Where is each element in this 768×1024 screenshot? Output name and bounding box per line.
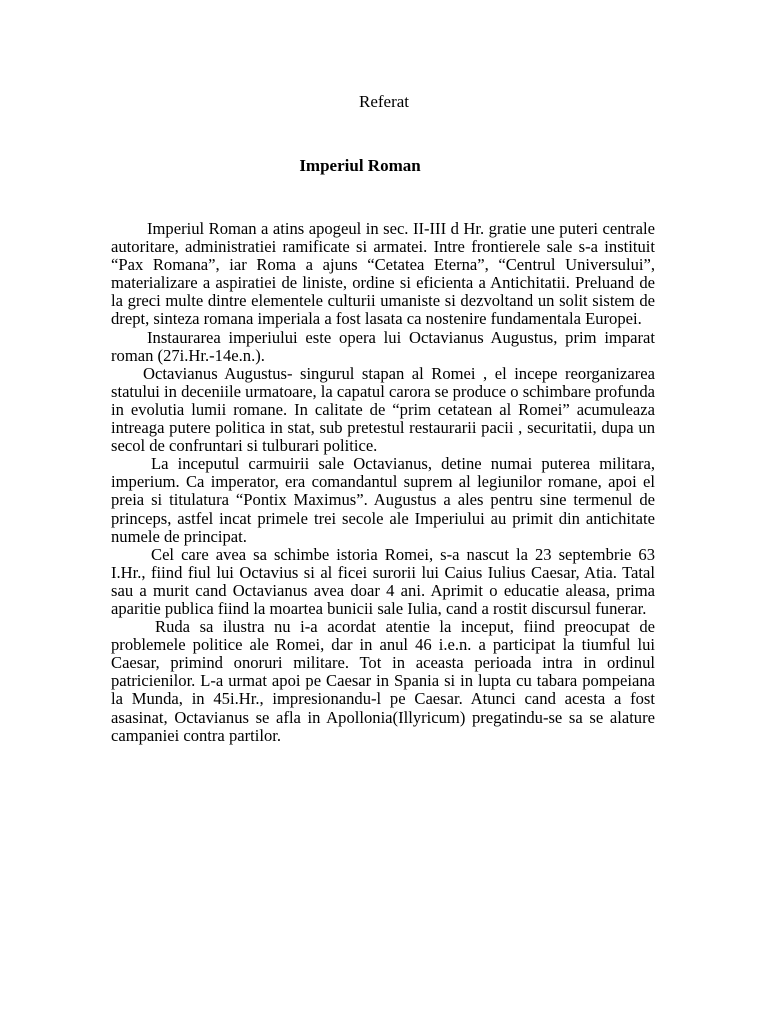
- document-body: [111, 220, 655, 745]
- paragraph-2: Instaurarea imperiului este opera lui Octavianus Augustus, prim imparat roman (27i.Hr.-14e.n.).: [111, 327, 655, 365]
- document-label: Referat: [358, 92, 410, 111]
- document-title: Imperiul Roman: [299, 156, 421, 175]
- paragraph-4: La inceputul carmuirii sale Octavianus, detine numai puterea militara, imperium. Ca imperator, era comandantul suprem al legiunilor romane, apoi el preia si titulatura “Pontix Maximus”. Augustus a ales pentru sine termenul de princeps, astfel incat primele trei secole ale Imperiului au primit din antichitate numele de principat.: [111, 454, 655, 546]
- paragraph-6: Ruda sa ilustra nu i-a acordat atentie la inceput, fiind preocupat de problemele politice ale Romei, dar in anul 46 i.e.n. a participat la tiumful lui Caesar, primind onoruri militare. Tot in aceasta perioada intra in ordinul patricienilor. L-a urmat apoi pe Caesar in Spania si in lupta cu tabara pompeiana la Munda, in 45i.Hr., impresionandu-l pe Caesar. Atunci cand acesta a fost asasinat, Octavianus se afla in Apollonia(Illyricum) pregatindu-se sa se alature campaniei contra partilor.: [111, 617, 655, 745]
- paragraph-5: Cel care avea sa schimbe istoria Romei, s-a nascut la 23 septembrie 63 I.Hr., fiind fiul lui Octavius si al ficei surorii lui Caius Iulius Caesar, Atia. Tatal sau a murit cand Octavianus avea doar 4 ani. Aprimit o educatie aleasa, prima aparitie publica fiind la moartea bunicii sale Iulia, cand a rostit discursul funerar.: [111, 544, 655, 618]
- paragraph-1: Imperiul Roman a atins apogeul in sec. II-III d Hr. gratie une puteri centrale autoritare, administratiei ramificate si armatei. Intre frontierele sale s-a instituit “Pax Romana”, iar Roma a ajuns “Cetatea Eterna”, “Centrul Universului”, materializare a aspiratiei de liniste, ordine si eficienta a Antichitatii. Preluand de la greci multe dintre elementele culturii umaniste si dezvoltand un solit sistem de drept, sinteza romana imperiala a fost lasata ca nostenire fundamentala Europei.: [111, 219, 655, 329]
- paragraph-3: Octavianus Augustus- singurul stapan al Romei , el incepe reorganizarea statului in deceniile urmatoare, la capatul carora se produce o schimbare profunda in evolutia lumii romane. In calitate de “prim cetatean al Romei” acumuleaza intreaga putere politica in stat, sub pretestul restaurarii pacii , securitatii, dupa un secol de confruntari si tulburari politice.: [111, 363, 655, 456]
